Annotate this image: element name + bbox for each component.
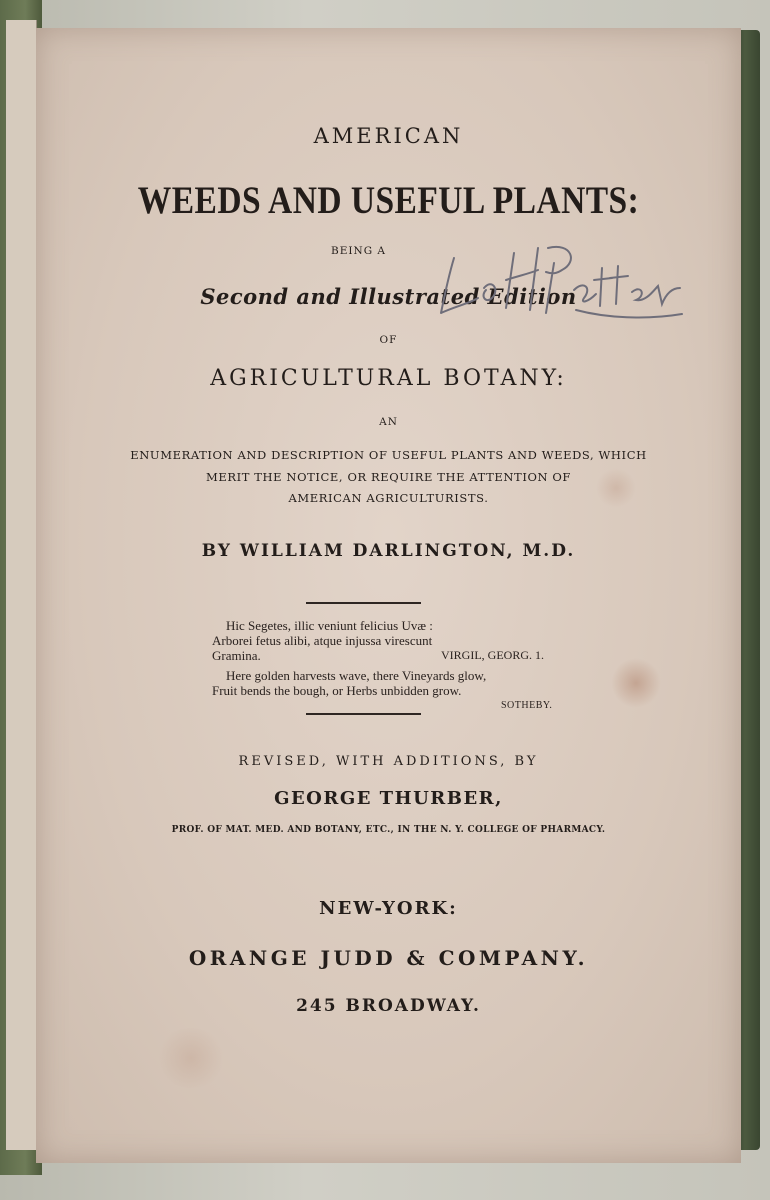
description-line-3: AMERICAN AGRICULTURISTS. — [288, 491, 489, 505]
title-page — [36, 28, 741, 1163]
epigraph-latin-2: Arborei fetus alibi, atque injussa virescunt — [212, 633, 433, 648]
publisher: ORANGE JUDD & COMPANY. — [188, 946, 589, 970]
epigraph-english-2: Fruit bends the bough, or Herbs unbidden grow. — [212, 683, 462, 698]
edition-line: Second and Illustrated Edition — [200, 284, 577, 309]
an-label: AN — [379, 416, 398, 428]
epigraph-latin-3: Gramina. — [212, 648, 261, 663]
address: 245 BROADWAY. — [296, 996, 481, 1016]
city: NEW-YORK: — [319, 898, 458, 919]
rule-bottom — [306, 713, 421, 715]
epigraph-english-1: Here golden harvests wave, there Vineyards glow, — [226, 668, 487, 683]
subtitle: AGRICULTURAL BOTANY: — [210, 366, 567, 391]
epigraph-latin-source: VIRGIL, GEORG. 1. — [441, 648, 544, 662]
being-a-label: BEING A — [330, 245, 387, 257]
of-label: OF — [379, 334, 398, 346]
foxing-stain — [156, 1028, 226, 1088]
heading-american: AMERICAN — [313, 124, 464, 148]
epigraph-latin-1: Hic Segetes, illic veniunt felicius Uvæ : — [226, 618, 433, 633]
main-title: WEEDS AND USEFUL PLANTS: — [137, 179, 640, 222]
revised-label: REVISED, WITH ADDITIONS, BY — [238, 754, 539, 769]
foxing-stain — [611, 658, 661, 708]
reviser-name: GEORGE THURBER, — [274, 788, 503, 809]
author: BY WILLIAM DARLINGTON, M.D. — [201, 541, 576, 561]
pencil-signature — [396, 218, 686, 328]
epigraph-english-source: SOTHEBY. — [501, 700, 553, 711]
facing-endpaper — [6, 20, 37, 1150]
reviser-title: PROF. OF MAT. MED. AND BOTANY, ETC., IN THE N. Y. COLLEGE OF PHARMACY. — [171, 825, 606, 835]
rule-top — [306, 602, 421, 604]
description-line-2: MERIT THE NOTICE, OR REQUIRE THE ATTENTION OF — [205, 470, 572, 484]
description-line-1: ENUMERATION AND DESCRIPTION OF USEFUL PLANTS AND WEEDS, WHICH — [130, 448, 647, 462]
